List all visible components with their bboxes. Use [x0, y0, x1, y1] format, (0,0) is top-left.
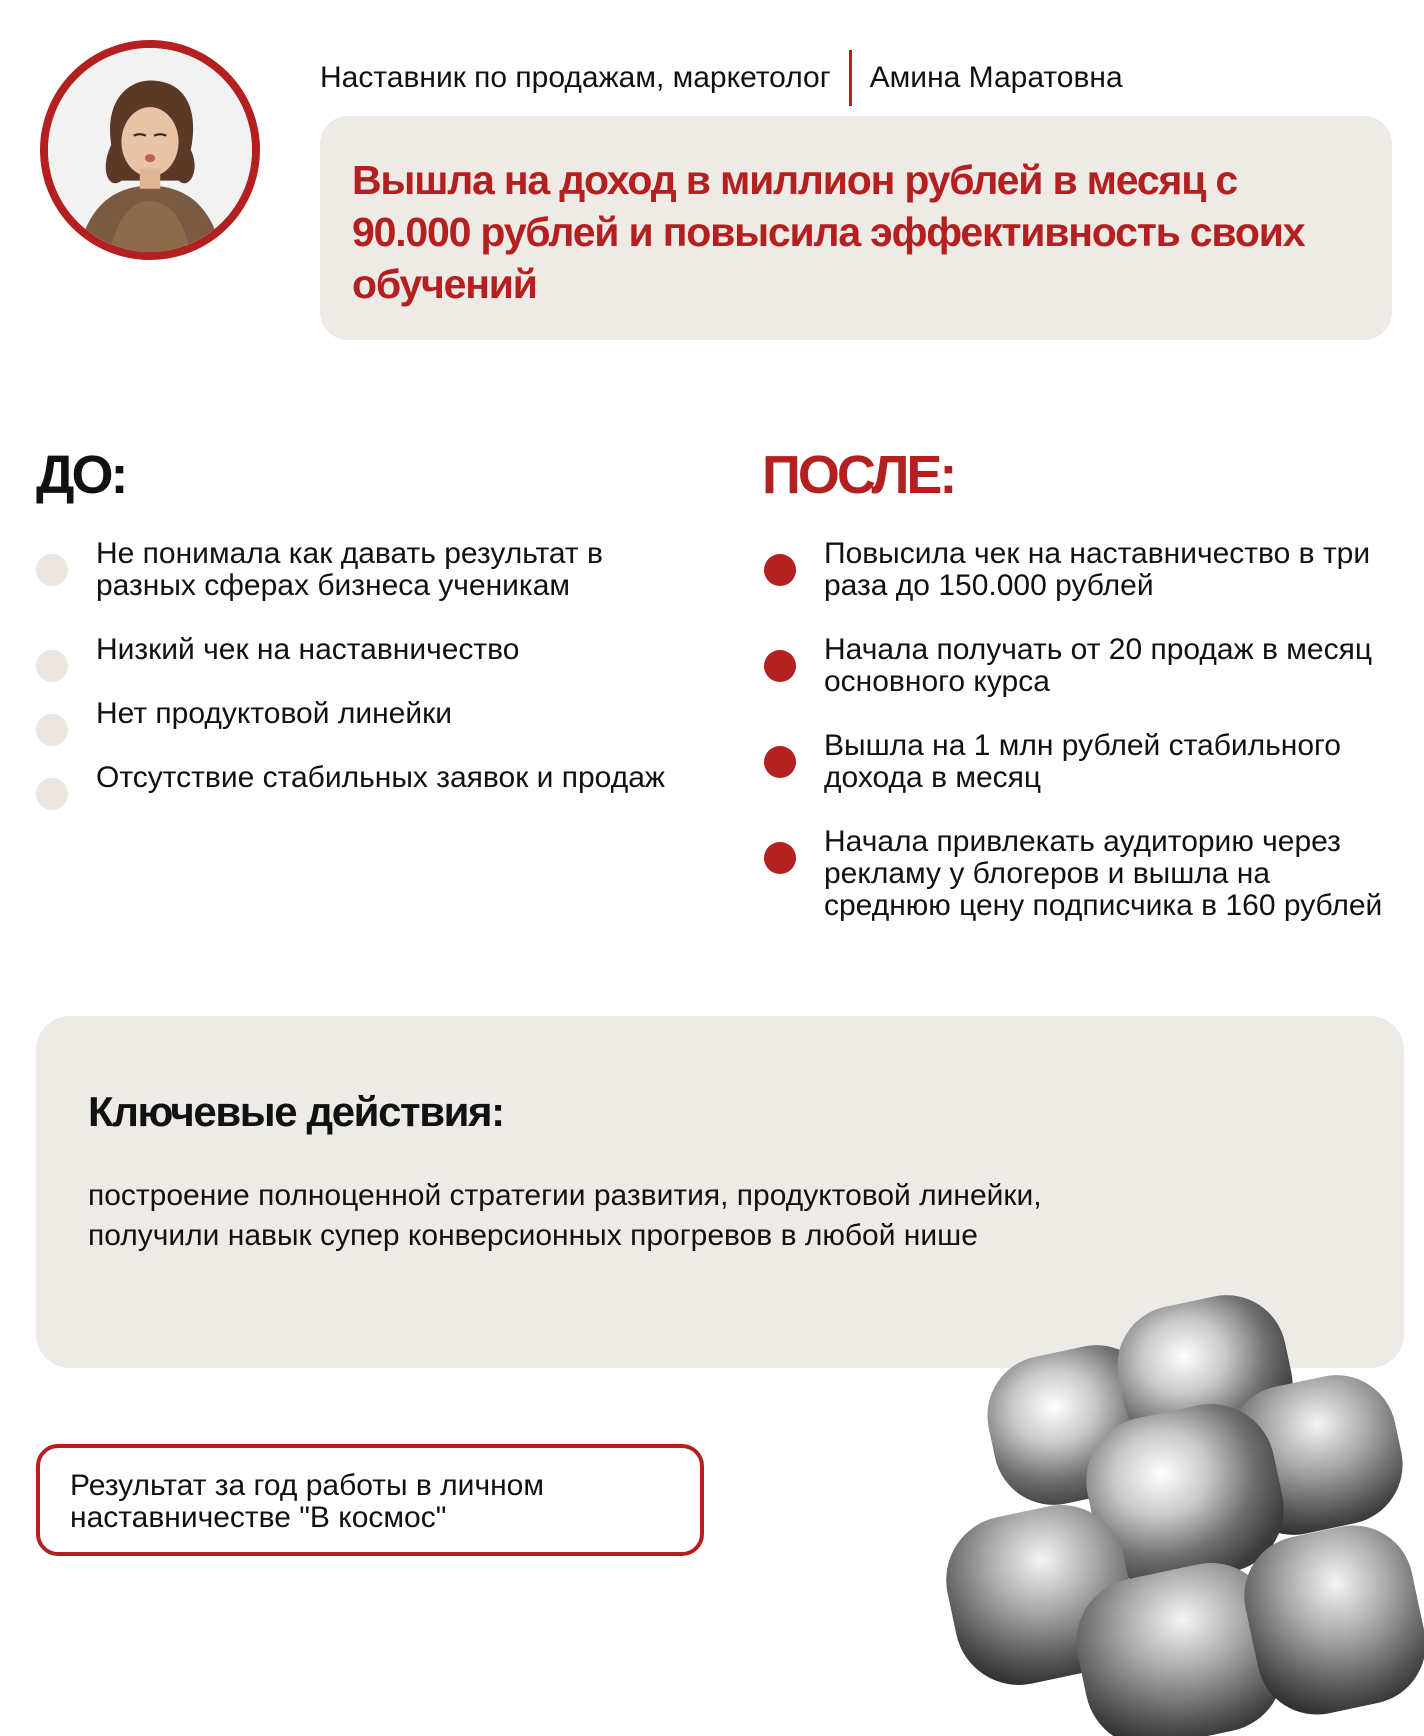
list-item-text: Низкий чек на наставничество: [96, 633, 520, 666]
bullet-dot-icon: [764, 554, 796, 586]
list-item-text: Повысила чек на наставничество в три раза до 150.000 рублей: [824, 537, 1371, 602]
list-item-text: Начала привлекать аудиторию через рекламу у блогеров и вышла на среднюю цену подписчика в 160 рублей: [824, 825, 1383, 922]
headline: Вышла на доход в миллион рублей в месяц с 90.000 рублей и повысила эффективность своих обучений: [352, 157, 1305, 307]
author-line: [320, 50, 1123, 106]
list-item-text: Нет продуктовой линейки: [96, 697, 452, 730]
list-item: [764, 634, 1404, 698]
list-item: [36, 698, 696, 730]
bullet-dot-icon: [764, 746, 796, 778]
bullet-dot-icon: [36, 714, 68, 746]
list-item: [764, 826, 1404, 922]
before-title: ДО:: [36, 445, 126, 505]
bullet-dot-icon: [36, 778, 68, 810]
list-item-text: Вышла на 1 млн рублей стабильного дохода в месяц: [824, 729, 1341, 794]
bullet-dot-icon: [764, 650, 796, 682]
list-item-text: Отсутствие стабильных заявок и продаж: [96, 761, 665, 794]
author-divider: [849, 50, 852, 106]
avatar: [40, 40, 260, 260]
result-badge: Результат за год работы в личном наставничестве "В космос": [36, 1444, 704, 1556]
author-name: Амина Маратовна: [869, 61, 1123, 94]
bullet-dot-icon: [36, 554, 68, 586]
key-actions-title: Ключевые действия:: [88, 1088, 504, 1135]
bullet-dot-icon: [764, 842, 796, 874]
author-role: Наставник по продажам, маркетолог: [320, 61, 831, 94]
bullet-dot-icon: [36, 650, 68, 682]
after-title: ПОСЛЕ:: [762, 445, 955, 505]
list-item-text: Начала получать от 20 продаж в месяц основного курса: [824, 633, 1373, 698]
key-actions-text: построение полноценной стратегии развития, продуктовой линейки, получили навык супер конверсионных прогревов в любой нише: [88, 1179, 1042, 1252]
before-list: [36, 538, 696, 826]
list-item: [36, 538, 696, 602]
after-list: [764, 538, 1404, 954]
portrait-image: [48, 48, 252, 252]
chrome-cube-icon: [930, 1280, 1424, 1736]
list-item-text: Не понимала как давать результат в разных сферах бизнеса ученикам: [96, 537, 603, 602]
list-item: [36, 634, 696, 666]
list-item: [764, 538, 1404, 602]
headline-card: [320, 116, 1392, 340]
chrome-cube-decoration: [930, 1280, 1424, 1736]
list-item: [36, 762, 696, 794]
list-item: [764, 730, 1404, 794]
